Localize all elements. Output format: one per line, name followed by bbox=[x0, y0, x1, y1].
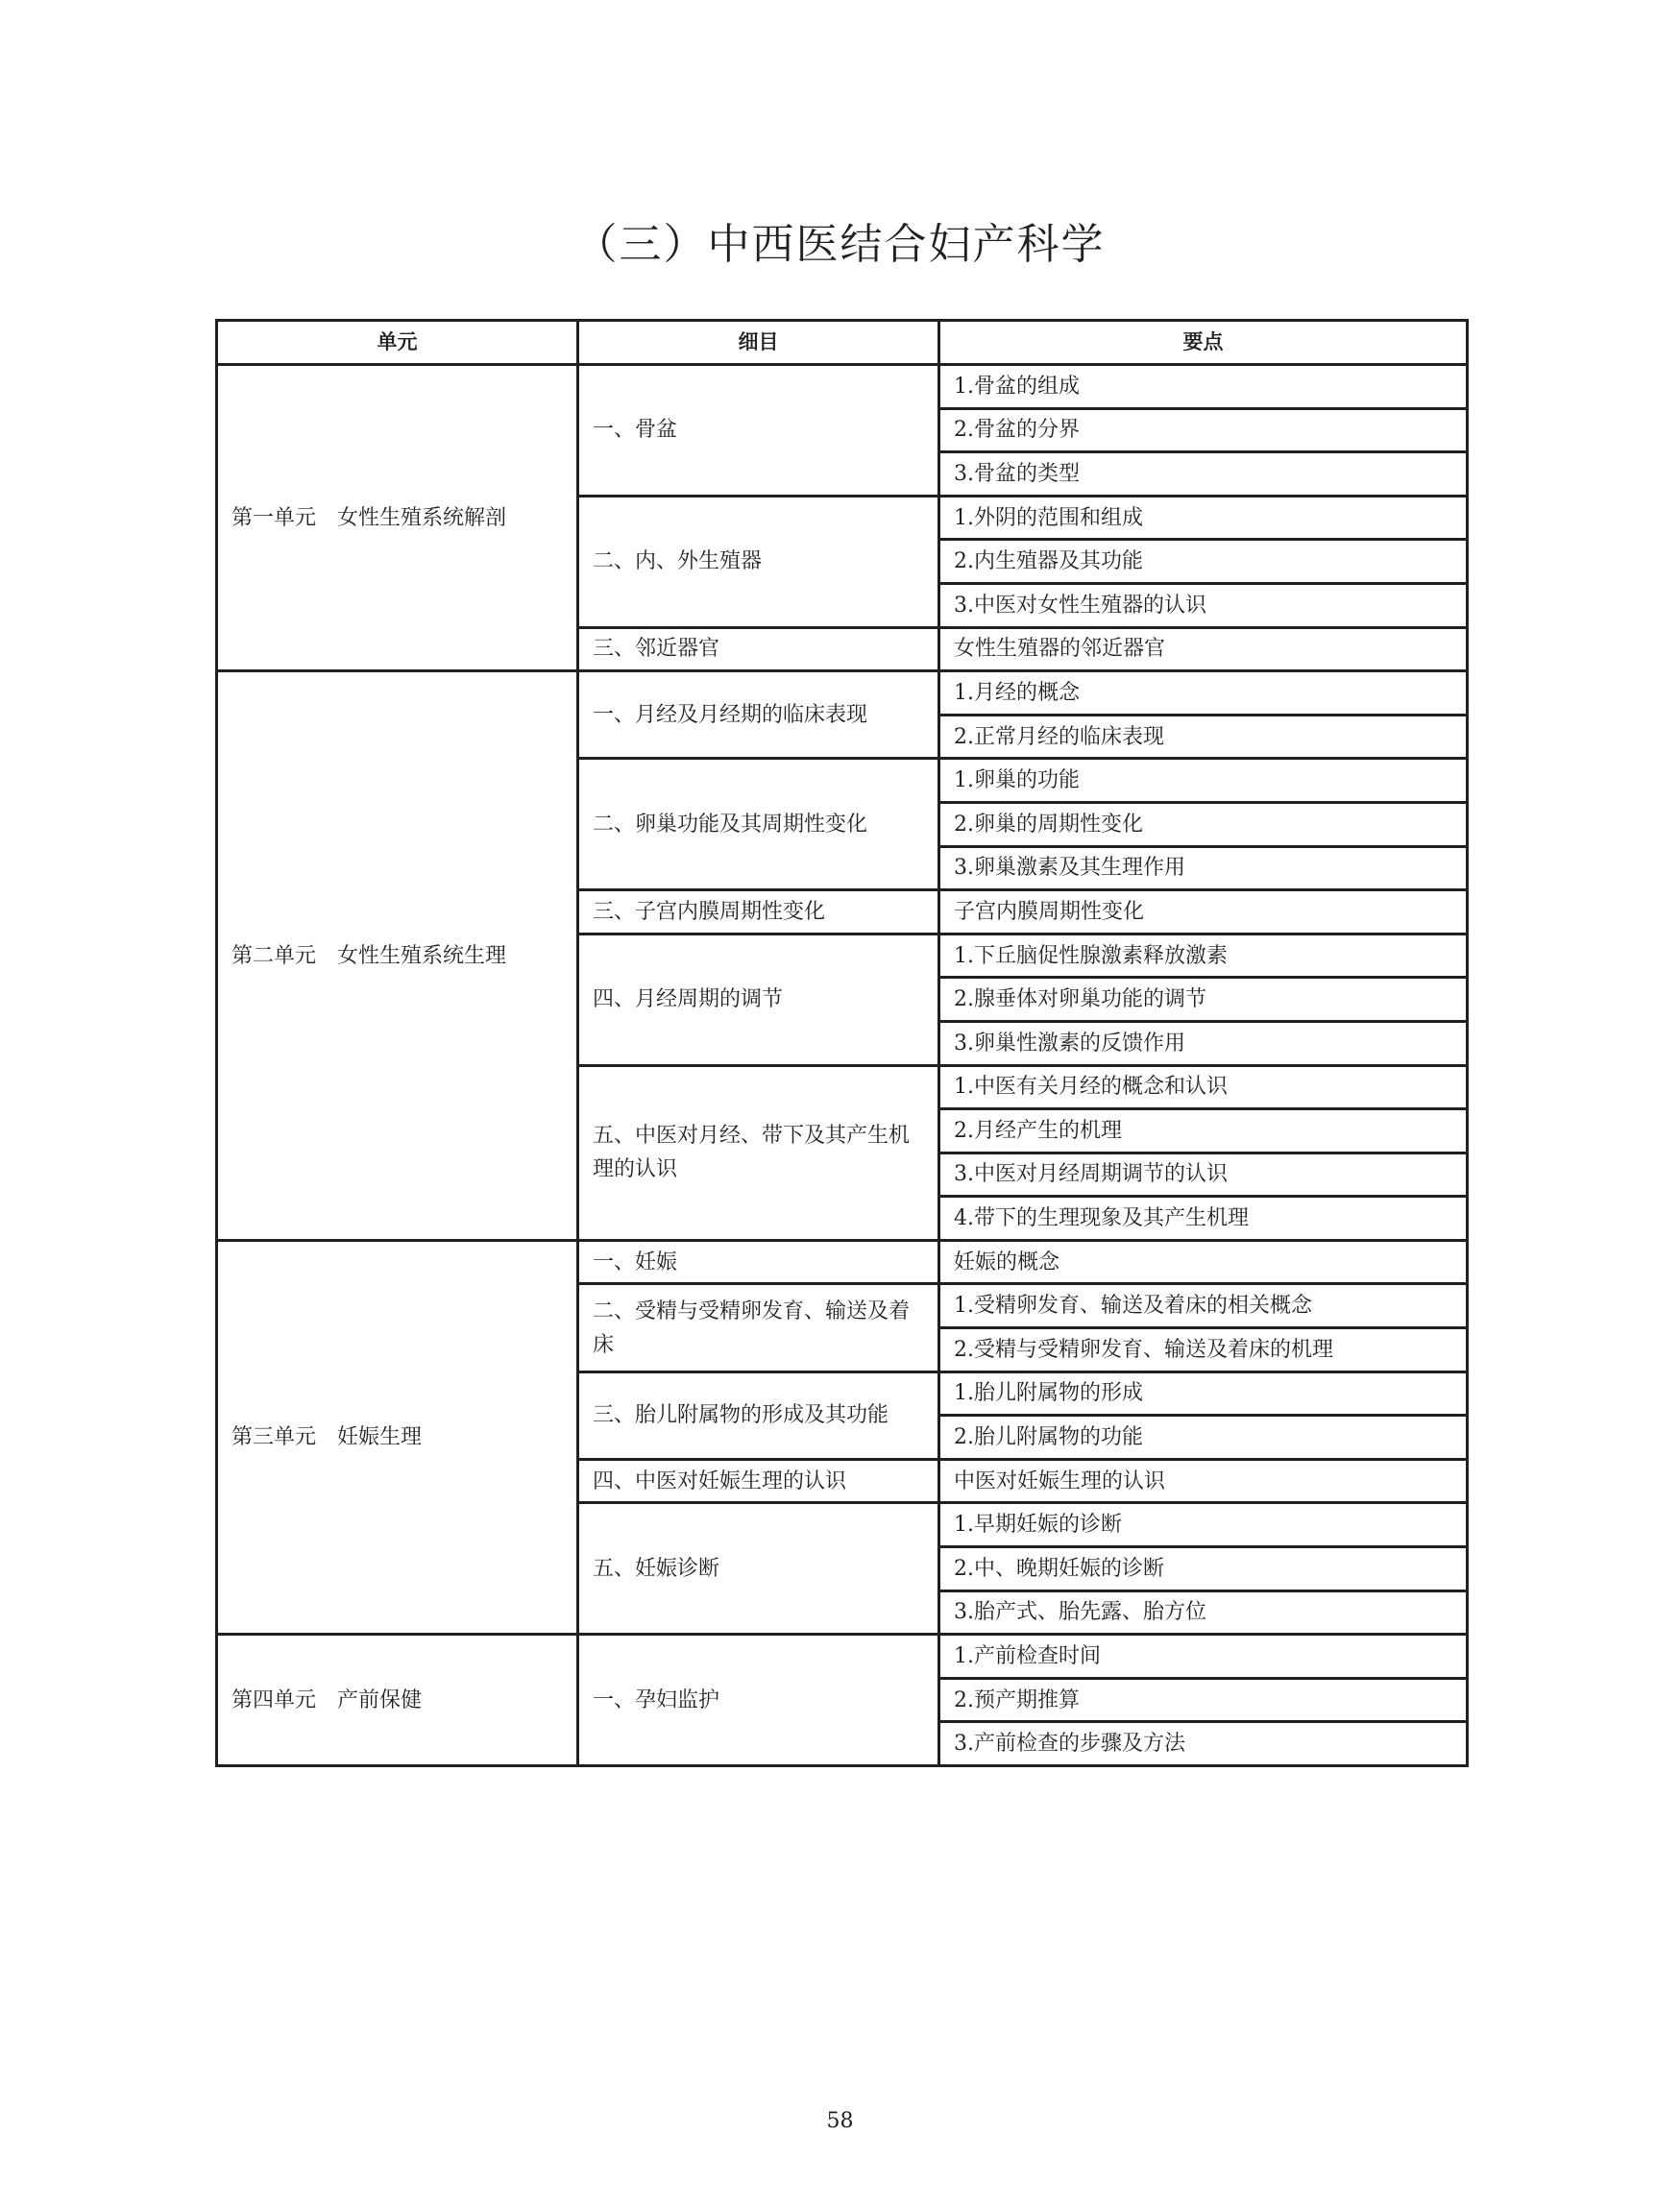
header-item: 细目 bbox=[578, 321, 939, 365]
item-cell: 三、子宫内膜周期性变化 bbox=[578, 890, 939, 935]
point-cell: 中医对妊娠生理的认识 bbox=[939, 1459, 1468, 1503]
point-cell: 2.中、晚期妊娠的诊断 bbox=[939, 1547, 1468, 1591]
point-cell: 1.外阴的范围和组成 bbox=[939, 496, 1468, 540]
point-cell: 女性生殖器的邻近器官 bbox=[939, 627, 1468, 671]
point-cell: 3.胎产式、胎先露、胎方位 bbox=[939, 1590, 1468, 1635]
item-cell: 二、内、外生殖器 bbox=[578, 496, 939, 627]
point-cell: 1.下丘脑促性腺激素释放激素 bbox=[939, 934, 1468, 978]
header-point: 要点 bbox=[939, 321, 1468, 365]
point-cell: 4.带下的生理现象及其产生机理 bbox=[939, 1197, 1468, 1241]
point-cell: 2.受精与受精卵发育、输送及着床的机理 bbox=[939, 1328, 1468, 1372]
header-unit: 单元 bbox=[217, 321, 578, 365]
page-number: 58 bbox=[826, 2109, 854, 2133]
item-cell: 一、骨盆 bbox=[578, 365, 939, 497]
point-cell: 3.卵巢激素及其生理作用 bbox=[939, 846, 1468, 890]
unit-cell: 第一单元 女性生殖系统解剖 bbox=[217, 365, 578, 671]
point-cell: 3.产前检查的步骤及方法 bbox=[939, 1722, 1468, 1766]
point-cell: 2.预产期推算 bbox=[939, 1678, 1468, 1722]
point-cell: 2.腺垂体对卵巢功能的调节 bbox=[939, 978, 1468, 1022]
item-cell: 三、胎儿附属物的形成及其功能 bbox=[578, 1372, 939, 1459]
item-cell: 一、孕妇监护 bbox=[578, 1635, 939, 1766]
point-cell: 1.受精卵发育、输送及着床的相关概念 bbox=[939, 1284, 1468, 1328]
point-cell: 1.中医有关月经的概念和认识 bbox=[939, 1065, 1468, 1109]
point-cell: 1.骨盆的组成 bbox=[939, 365, 1468, 409]
item-cell: 四、中医对妊娠生理的认识 bbox=[578, 1459, 939, 1503]
unit-cell: 第二单元 女性生殖系统生理 bbox=[217, 671, 578, 1241]
point-cell: 2.胎儿附属物的功能 bbox=[939, 1416, 1468, 1460]
point-cell: 子宫内膜周期性变化 bbox=[939, 890, 1468, 935]
point-cell: 1.早期妊娠的诊断 bbox=[939, 1503, 1468, 1547]
unit-cell: 第四单元 产前保健 bbox=[217, 1635, 578, 1766]
point-cell: 1.产前检查时间 bbox=[939, 1635, 1468, 1679]
item-cell: 四、月经周期的调节 bbox=[578, 934, 939, 1065]
item-cell: 三、邻近器官 bbox=[578, 627, 939, 671]
point-cell: 3.骨盆的类型 bbox=[939, 452, 1468, 497]
page-title: （三）中西医结合妇产科学 bbox=[574, 220, 1106, 269]
table-header-row bbox=[217, 321, 1468, 365]
point-cell: 2.正常月经的临床表现 bbox=[939, 715, 1468, 759]
table-row bbox=[217, 671, 1468, 716]
point-cell: 2.骨盆的分界 bbox=[939, 408, 1468, 452]
point-cell: 3.中医对女性生殖器的认识 bbox=[939, 583, 1468, 627]
point-cell: 1.月经的概念 bbox=[939, 671, 1468, 716]
point-cell: 3.中医对月经周期调节的认识 bbox=[939, 1153, 1468, 1197]
item-cell: 二、卵巢功能及其周期性变化 bbox=[578, 759, 939, 890]
item-cell: 一、妊娠 bbox=[578, 1240, 939, 1284]
point-cell: 1.胎儿附属物的形成 bbox=[939, 1372, 1468, 1416]
unit-cell: 第三单元 妊娠生理 bbox=[217, 1240, 578, 1634]
syllabus-table bbox=[215, 319, 1469, 1767]
item-cell: 一、月经及月经期的临床表现 bbox=[578, 671, 939, 759]
item-cell: 二、受精与受精卵发育、输送及着床 bbox=[578, 1284, 939, 1372]
point-cell: 2.月经产生的机理 bbox=[939, 1109, 1468, 1153]
point-cell: 3.卵巢性激素的反馈作用 bbox=[939, 1021, 1468, 1065]
table-row bbox=[217, 1635, 1468, 1679]
point-cell: 2.卵巢的周期性变化 bbox=[939, 802, 1468, 846]
point-cell: 妊娠的概念 bbox=[939, 1240, 1468, 1284]
item-cell: 五、妊娠诊断 bbox=[578, 1503, 939, 1635]
table-row bbox=[217, 365, 1468, 409]
table-row bbox=[217, 1240, 1468, 1284]
point-cell: 1.卵巢的功能 bbox=[939, 759, 1468, 803]
point-cell: 2.内生殖器及其功能 bbox=[939, 540, 1468, 584]
item-cell: 五、中医对月经、带下及其产生机理的认识 bbox=[578, 1065, 939, 1240]
table-body bbox=[217, 365, 1468, 1766]
